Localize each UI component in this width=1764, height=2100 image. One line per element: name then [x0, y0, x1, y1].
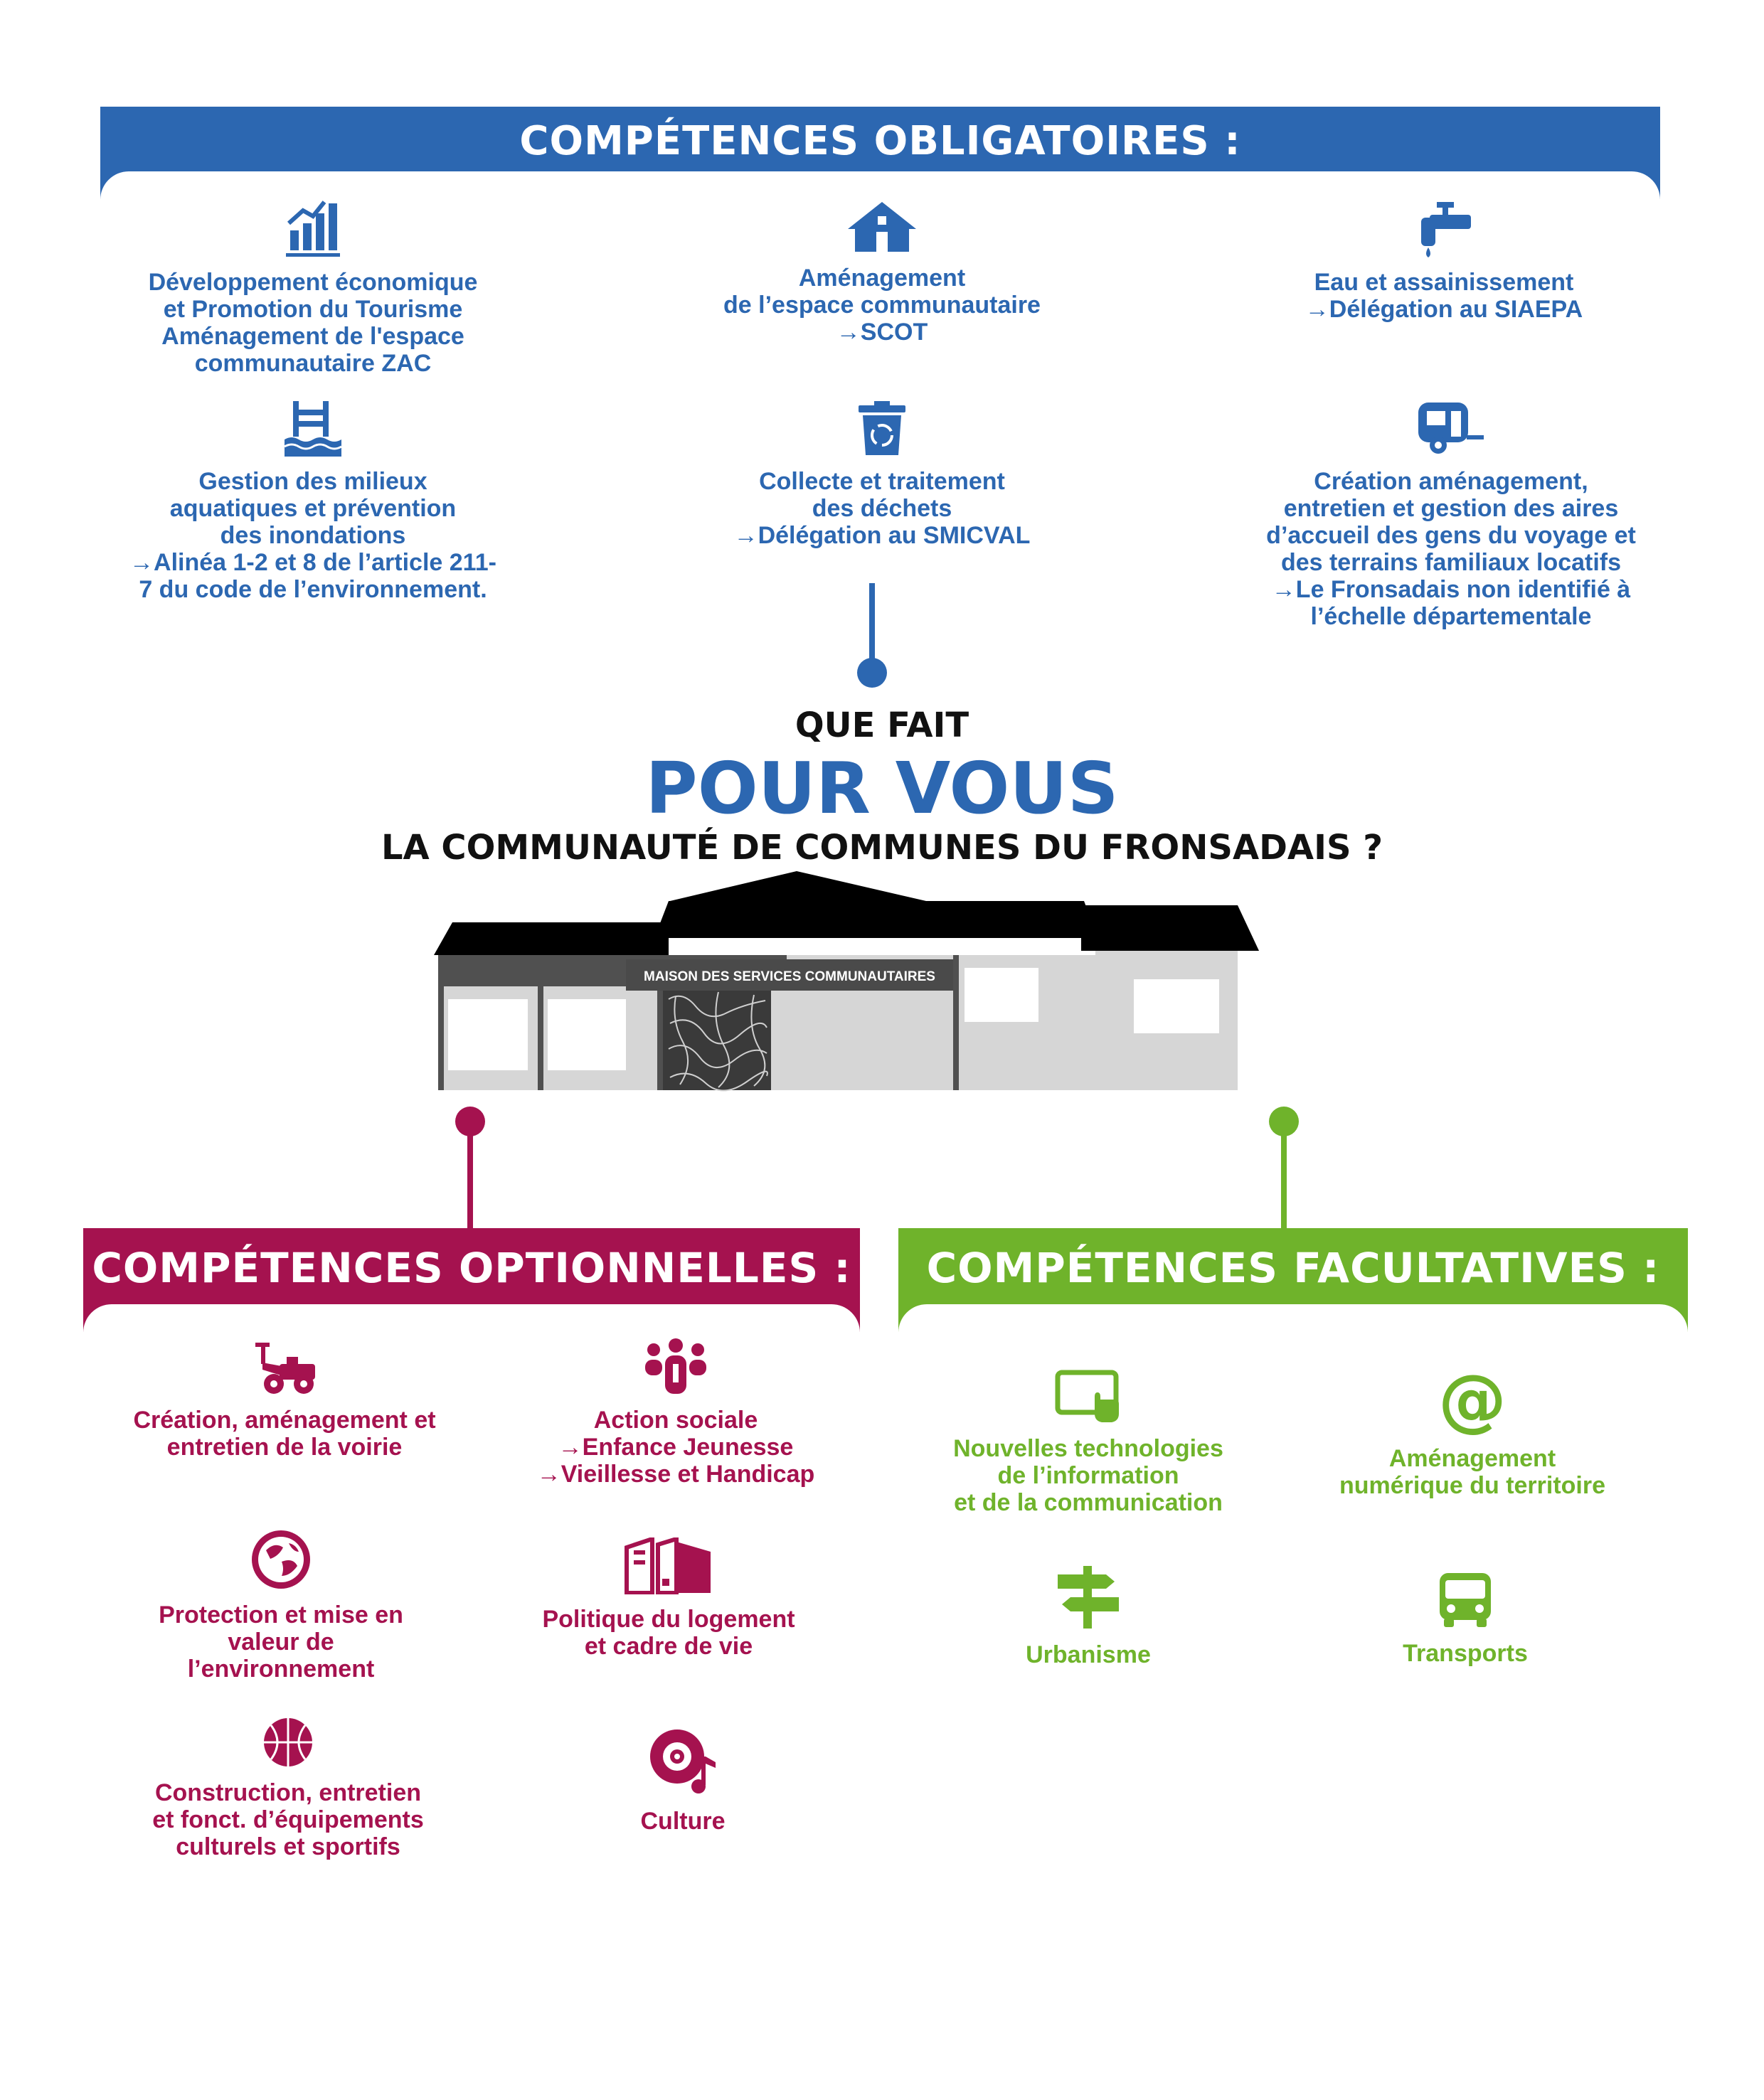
bus-icon: [1437, 1572, 1494, 1629]
building-illustration: [413, 871, 1337, 1099]
recycling-bin-icon: [857, 400, 907, 457]
optionnelles-title: COMPÉTENCES OPTIONNELLES :: [92, 1244, 851, 1292]
optionnelle-title: Création, aménagement et entretien de la voirie: [133, 1407, 436, 1461]
facultative-title: Aménagement numérique du territoire: [1339, 1445, 1606, 1499]
optionnelle-item-logement: [498, 1537, 839, 1660]
chart-growth-icon: [285, 198, 341, 257]
connector-line-red: [467, 1131, 473, 1230]
obligatoires-banner: [100, 107, 1660, 199]
optionnelle-title: Culture: [640, 1808, 726, 1835]
facultative-title: Urbanisme: [1026, 1641, 1151, 1668]
at-sign-icon: @: [1438, 1360, 1507, 1439]
people-group-icon: [644, 1338, 708, 1395]
optionnelle-title: Politique du logement et cadre de vie: [542, 1606, 795, 1660]
obligatoire-item-gens-du-voyage: [1238, 400, 1664, 630]
connector-dot-blue: [857, 658, 887, 688]
optionnelle-sub: →Enfance Jeunesse →Vieillesse et Handicap: [536, 1434, 815, 1488]
optionnelle-item-environnement: [107, 1529, 455, 1683]
facultative-item-transports: [1359, 1572, 1572, 1667]
obligatoire-item-gemapi: [100, 400, 526, 603]
facultative-item-ntic: [918, 1370, 1259, 1516]
basketball-icon: [262, 1717, 314, 1768]
optionnelle-title: Protection et mise en valeur de l’environnement: [159, 1601, 403, 1683]
optionnelle-title: Action sociale: [593, 1407, 758, 1434]
obligatoire-sub: →SCOT: [836, 319, 928, 346]
facultatives-banner: [898, 1228, 1688, 1332]
globe-icon: [250, 1529, 312, 1590]
music-disc-icon: [649, 1728, 717, 1796]
water-tap-icon: [1415, 201, 1472, 257]
signpost-icon: [1056, 1565, 1120, 1630]
buildings-icon: [624, 1537, 713, 1594]
optionnelle-item-equipements: [107, 1717, 469, 1860]
facultative-item-numerique: [1302, 1360, 1643, 1499]
obligatoire-item-dechets: [683, 400, 1081, 549]
obligatoire-sub: →Le Fronsadais non identifié à l’échelle départementale: [1271, 576, 1631, 630]
obligatoire-title: Création aménagement, entretien et gestion des aires d’accueil des gens du voyage et des terrains familiaux locatifs: [1266, 468, 1636, 576]
obligatoire-title: Eau et assainissement: [1314, 269, 1574, 296]
optionnelle-item-action-sociale: [491, 1338, 861, 1488]
facultative-title: Nouvelles technologies de l’information et de la communication: [953, 1435, 1223, 1516]
question-line3: LA COMMUNAUTÉ DE COMMUNES DU FRONSADAIS ?: [381, 828, 1383, 868]
question-line2: POUR VOUS: [645, 747, 1119, 830]
obligatoire-title: Gestion des milieux aquatiques et prévention des inondations: [169, 468, 457, 549]
house-icon: [846, 201, 918, 253]
road-roller-icon: [253, 1338, 317, 1395]
obligatoire-item-eau: [1252, 201, 1636, 323]
obligatoire-sub: →Délégation au SMICVAL: [733, 522, 1031, 549]
building-sign: MAISON DES SERVICES COMMUNAUTAIRES: [644, 969, 935, 984]
question-line1: QUE FAIT: [795, 705, 969, 745]
obligatoires-title: COMPÉTENCES OBLIGATOIRES :: [519, 118, 1241, 164]
optionnelle-title: Construction, entretien et fonct. d’équipements culturels et sportifs: [152, 1779, 424, 1860]
obligatoire-sub: →Alinéa 1-2 et 8 de l’article 211- 7 du code de l’environnement.: [129, 549, 496, 603]
touch-screen-icon: [1055, 1370, 1122, 1424]
obligatoire-title: Collecte et traitement des déchets: [759, 468, 1005, 522]
obligatoire-title: Aménagement de l’espace communautaire: [723, 265, 1041, 319]
facultative-title: Transports: [1403, 1640, 1528, 1667]
obligatoire-title: Développement économique et Promotion du Tourisme Aménagement de l'espace communautaire ZAC: [148, 269, 478, 377]
swimming-pool-ladder-icon: [283, 400, 343, 457]
facultatives-title: COMPÉTENCES FACULTATIVES :: [926, 1244, 1660, 1292]
optionnelles-banner: [83, 1228, 860, 1332]
obligatoire-item-economie: [121, 198, 505, 377]
obligatoire-sub: →Délégation au SIAEPA: [1305, 296, 1583, 323]
optionnelle-item-voirie: [92, 1338, 477, 1461]
optionnelle-item-culture: [541, 1728, 825, 1835]
obligatoire-item-amenagement: [669, 201, 1095, 346]
connector-line-blue: [869, 583, 875, 667]
connector-line-green: [1281, 1131, 1287, 1230]
caravan-icon: [1417, 400, 1485, 457]
facultative-item-urbanisme: [982, 1565, 1195, 1668]
